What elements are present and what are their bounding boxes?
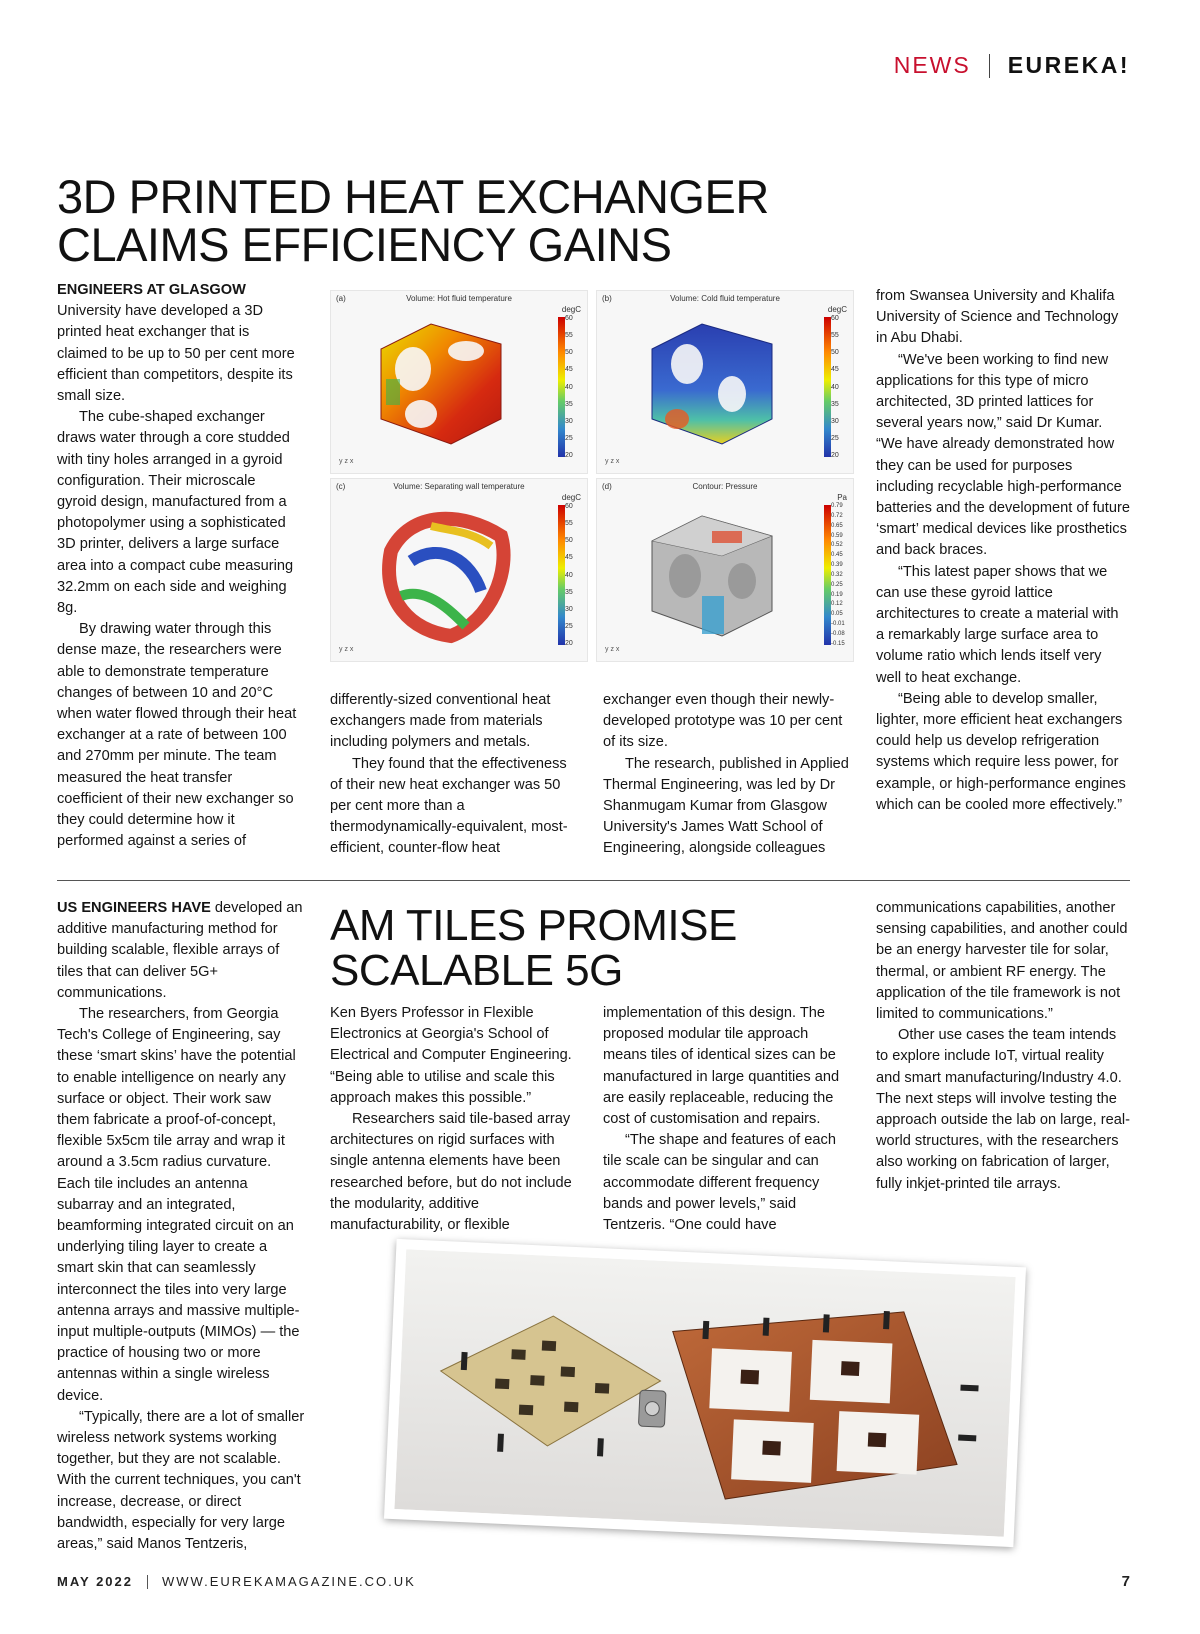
- article2-column-2: [330, 1003, 582, 1236]
- article2-lead: US ENGINEERS HAVE: [57, 900, 211, 916]
- article1-col3-p1: exchanger even though their newly-developed prototype was 10 per cent of its size.: [603, 692, 843, 751]
- panel-label: (c): [336, 482, 346, 491]
- colorbar: [558, 505, 565, 645]
- header-divider: [989, 54, 990, 78]
- page-header: [894, 52, 1130, 79]
- colorbar: [824, 317, 831, 457]
- footer-divider: [147, 1575, 148, 1589]
- article1-headline-line1: 3D PRINTED HEAT EXCHANGER: [57, 170, 769, 223]
- colorbar-tick-label: 0.72: [831, 512, 843, 519]
- article1-lead: ENGINEERS AT GLASGOW: [57, 282, 246, 298]
- colorbar-ticks: [565, 315, 583, 459]
- page-number: 7: [1121, 1573, 1130, 1590]
- article1-col4-p4: “Being able to develop smaller, lighter, more efficient heat exchangers could help us develop refrigeration systems which require less power, for example, or high-performance engines which can be cooled more effectively.”: [876, 690, 1126, 813]
- panel-label: (d): [602, 482, 612, 491]
- colorbar-tick-label: 0.39: [831, 562, 843, 569]
- article1-col2-p1: differently-sized conventional heat exchangers made from materials including polymers and metals.: [330, 692, 551, 751]
- colorbar-tick-label: 50: [565, 349, 573, 357]
- article2-col3-p1: implementation of this design. The proposed modular tile approach means tiles of identical sizes can be manufactured in large quantities and are easily replaceable, reducing the cost of customisation and repairs.: [603, 1005, 840, 1128]
- panel-title: Contour: Pressure: [692, 482, 758, 491]
- wall-temperature-lattice-render: [371, 501, 521, 646]
- article-divider: [57, 880, 1130, 881]
- colorbar-tick-label: 25: [565, 622, 573, 630]
- figure-panel-a: [330, 290, 588, 474]
- colorbar-tick-label: 0.12: [831, 601, 843, 608]
- colorbar-tick-label: 25: [831, 434, 839, 442]
- article1-headline: [57, 170, 777, 271]
- colorbar-unit: degC: [561, 305, 581, 314]
- magazine-name: EUREKA!: [1007, 52, 1130, 78]
- colorbar-tick-label: 35: [565, 400, 573, 408]
- simulation-figure: [330, 290, 856, 662]
- hot-fluid-lattice-render: [361, 309, 521, 459]
- article2-col1-p2: The researchers, from Georgia Tech's College of Engineering, say these ‘smart skins’ have the potential to enable intelligence on nearly any surface or object. Their work saw them fabricate a proof-of-concept, flexible 5x5cm tile array and wrap it around a 3.5cm radius curvature. Each tile includes an antenna subarray and an integrated, beamforming integrated circuit on an underlying tiling layer to create a smart skin that can seamlessly interconnect the tiles into very large antenna arrays and massive multiple-input multiple-outputs (MIMOs) — the practice of housing two or more antennas within a single wireless device.: [57, 1006, 300, 1404]
- pressure-contour-render: [637, 501, 787, 646]
- article2-column-4: [876, 898, 1130, 1195]
- article1-column-2: [330, 690, 580, 860]
- colorbar-ticks: [565, 503, 583, 647]
- article1-headline-line2: CLAIMS EFFICIENCY GAINS: [57, 217, 672, 271]
- colorbar-tick-label: 0.25: [831, 581, 843, 588]
- article1-col4-p3: “This latest paper shows that we can use these gyroid lattice architectures to create a material with a remarkably large surface area to volume ratio which lends itself very well to heat exchange.: [876, 563, 1119, 686]
- article1-column-3: [603, 690, 855, 860]
- article2-col1-p3: “Typically, there are a lot of smaller wireless network systems working together, but they are not scalable. With the current techniques, you can't increase, decrease, or direct bandwidth, especially for very large areas,” said Manos Tentzeris,: [57, 1408, 305, 1553]
- article2-column-3: [603, 1003, 855, 1236]
- article1-col1-p3: By drawing water through this dense maze, the researchers were able to demonstrate temperature changes of between 10 and 20°C when water flowed through their heat exchanger at a rate of between 100 and 270mm per minute. The team measured the heat transfer coefficient of their new exchanger so they could determine how it performed against a series of: [57, 621, 297, 850]
- colorbar-tick-label: -0.01: [831, 621, 845, 628]
- colorbar-ticks: [831, 503, 849, 647]
- colorbar-tick-label: 30: [565, 417, 573, 425]
- issue-date: MAY 2022: [57, 1574, 133, 1589]
- colorbar-tick-label: 60: [831, 315, 839, 322]
- panel-label: (b): [602, 294, 612, 303]
- tile-array-photo: [384, 1239, 1026, 1547]
- colorbar-tick-label: 25: [565, 434, 573, 442]
- colorbar-ticks: [831, 315, 849, 459]
- colorbar-tick-label: 60: [565, 315, 573, 322]
- figure-panel-c: [330, 478, 588, 662]
- article2-col2-p1: Ken Byers Professor in Flexible Electronics at Georgia's School of Electrical and Computer Engineering. “Being able to utilise and scale this approach makes this possible.”: [330, 1005, 572, 1106]
- article2-headline-line2: SCALABLE 5G: [330, 945, 623, 995]
- panel-title: Volume: Hot fluid temperature: [406, 294, 512, 303]
- colorbar-tick-label: 0.05: [831, 611, 843, 618]
- panel-title: Volume: Separating wall temperature: [393, 482, 525, 491]
- colorbar-tick-label: 0.19: [831, 591, 843, 598]
- axis-triad: y z x: [605, 458, 620, 465]
- colorbar-tick-label: 40: [565, 571, 573, 579]
- colorbar-tick-label: 35: [831, 400, 839, 408]
- colorbar-tick-label: 0.59: [831, 532, 843, 539]
- colorbar-tick-label: 20: [565, 640, 573, 647]
- axis-triad: y z x: [339, 458, 354, 465]
- page-footer: [57, 1573, 1130, 1590]
- article1-col2-p2: They found that the effectiveness of their new heat exchanger was 50 per cent more than a thermodynamically-equivalent, most-efficient, counter-flow heat: [330, 755, 568, 857]
- colorbar-tick-label: 60: [565, 503, 573, 510]
- article2-col3-p2: “The shape and features of each tile scale can be singular and can accommodate different frequency bands and power levels,” said Tentzeris. “One could have: [603, 1132, 836, 1234]
- antenna-tiles-image: [394, 1249, 1015, 1536]
- colorbar-tick-label: 55: [565, 520, 573, 528]
- panel-label: (a): [336, 294, 346, 303]
- colorbar-tick-label: 0.79: [831, 503, 843, 509]
- colorbar-tick-label: 0.52: [831, 542, 843, 549]
- article2-headline-line1: AM TILES PROMISE: [330, 901, 737, 950]
- article1-column-4: [876, 286, 1130, 816]
- panel-title: Volume: Cold fluid temperature: [670, 294, 780, 303]
- colorbar: [558, 317, 565, 457]
- colorbar-tick-label: 35: [565, 588, 573, 596]
- colorbar-tick-label: 0.32: [831, 571, 843, 578]
- colorbar-tick-label: 40: [565, 383, 573, 391]
- colorbar: [824, 505, 831, 645]
- colorbar-unit: degC: [827, 305, 847, 314]
- article1-col1-p2: The cube-shaped exchanger draws water through a core studded with tiny holes arranged in a gyroid configuration. Their microscale gyroid design, manufactured from a photopolymer using a sophisticated 3D printer, delivers a large surface area into a compact cube measuring 32.2mm on each side and weighing 8g.: [57, 409, 294, 617]
- article1-col1-p1: University have developed a 3D printed heat exchanger that is claimed to be up to 50 per cent more efficient than competitors, despite its small size.: [57, 303, 295, 405]
- colorbar-tick-label: 55: [565, 332, 573, 340]
- article1-col4-p2: “We've been working to find new applications for this type of micro architected, 3D printed lattices for several years now,” said Dr Kumar. “We have already demonstrated how they can be used for purposes including recyclable high-performance batteries and the development of future ‘smart’ medical devices like prosthetics and back braces.: [876, 351, 1130, 559]
- colorbar-tick-label: 30: [565, 605, 573, 613]
- article2-col1-p1: developed an additive manufacturing method for building scalable, flexible arrays of tiles that can deliver 5G+ communications.: [57, 900, 303, 1001]
- figure-panel-d: [596, 478, 854, 662]
- colorbar-unit: degC: [561, 493, 581, 502]
- colorbar-tick-label: -0.15: [831, 640, 845, 647]
- article1-col3-p2: The research, published in Applied Thermal Engineering, was led by Dr Shanmugam Kumar from Glasgow University's James Watt School of Engineering, alongside colleagues: [603, 755, 849, 857]
- colorbar-tick-label: 20: [831, 452, 839, 459]
- article2-col4-p1: communications capabilities, another sensing capabilities, and another could be an energy harvester tile for solar, thermal, or ambient RF energy. The application of the tile framework is not limited to communications.”: [876, 900, 1128, 1023]
- colorbar-tick-label: 45: [565, 554, 573, 562]
- colorbar-tick-label: 30: [831, 417, 839, 425]
- colorbar-tick-label: 50: [831, 349, 839, 357]
- article2-column-1: [57, 898, 307, 1555]
- colorbar-tick-label: 50: [565, 537, 573, 545]
- colorbar-tick-label: 20: [565, 452, 573, 459]
- cold-fluid-lattice-render: [637, 309, 787, 459]
- article1-column-1: [57, 280, 297, 852]
- website-link[interactable]: WWW.EUREKAMAGAZINE.CO.UK: [162, 1574, 416, 1589]
- colorbar-tick-label: -0.08: [831, 630, 845, 637]
- article2-headline: [330, 901, 770, 995]
- colorbar-tick-label: 40: [831, 383, 839, 391]
- article2-col2-p2: Researchers said tile-based array architectures on rigid surfaces with single antenna elements have been researched before, but do not include the modularity, additive manufacturability, or flexible: [330, 1111, 572, 1234]
- colorbar-tick-label: 45: [565, 366, 573, 374]
- colorbar-unit: Pa: [837, 493, 847, 502]
- section-label: NEWS: [893, 52, 971, 78]
- colorbar-tick-label: 0.65: [831, 522, 843, 529]
- axis-triad: y z x: [339, 646, 354, 653]
- axis-triad: y z x: [605, 646, 620, 653]
- colorbar-tick-label: 45: [831, 366, 839, 374]
- figure-panel-b: [596, 290, 854, 474]
- colorbar-tick-label: 0.45: [831, 552, 843, 559]
- article2-col4-p2: Other use cases the team intends to explore include IoT, virtual reality and smart manufacturing/Industry 4.0. The next steps will involve testing the approach outside the lab on large, real-world structures, with the researchers also working on fabrication of larger, fully inkjet-printed tile arrays.: [876, 1027, 1130, 1192]
- article1-col4-p1: from Swansea University and Khalifa University of Science and Technology in Abu Dhabi.: [876, 288, 1119, 347]
- colorbar-tick-label: 55: [831, 332, 839, 340]
